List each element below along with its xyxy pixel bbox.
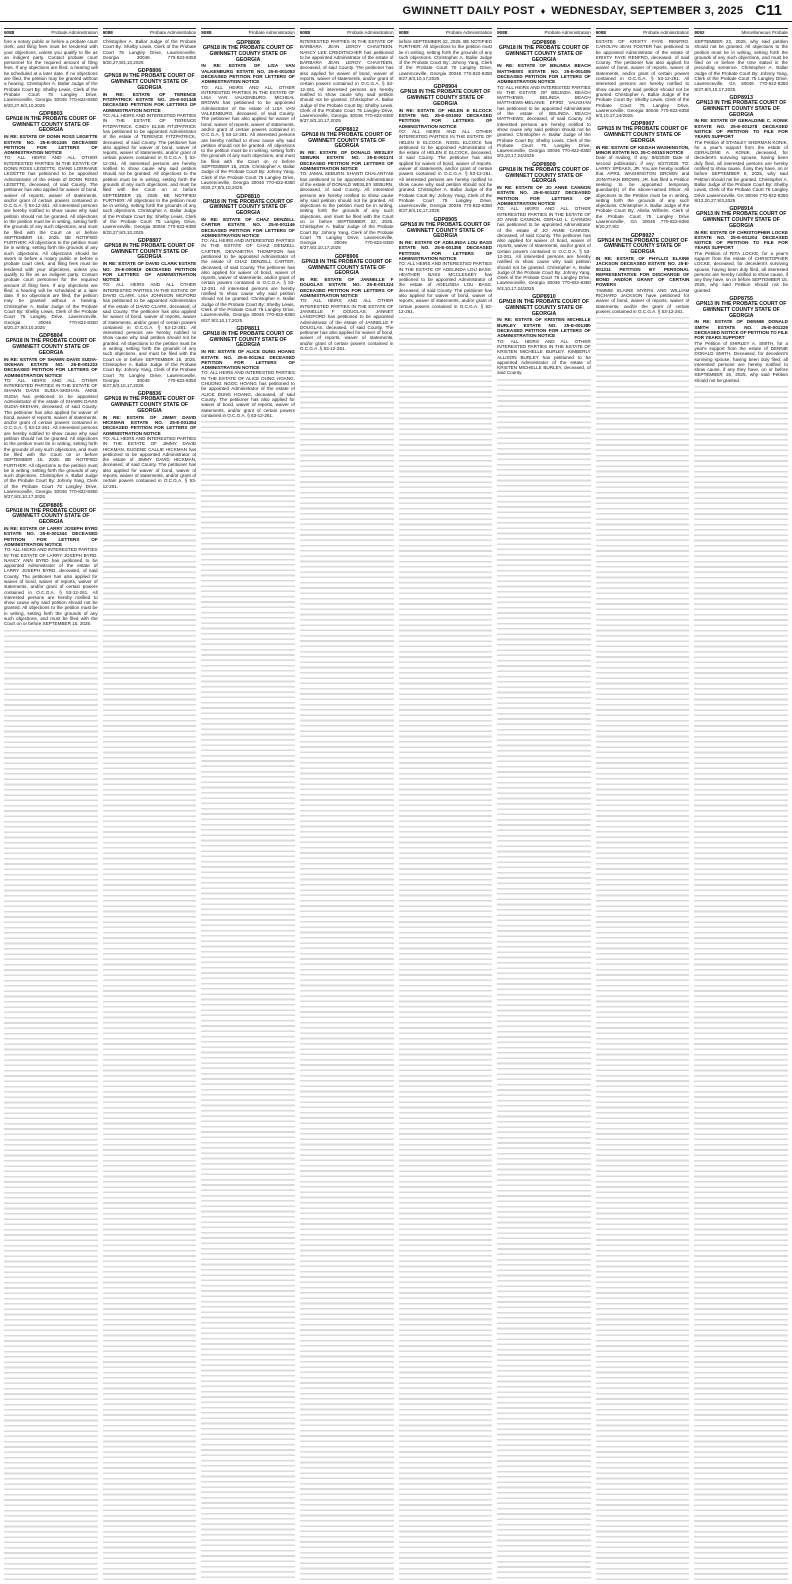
legal-notice	[201, 40, 295, 191]
section-code: 9088	[595, 29, 606, 35]
legal-notice	[694, 206, 788, 293]
legal-notice	[103, 391, 197, 489]
notice-body: TAMMIE ELAINE MYERS AND WILLIAM RICHARD JACKSON have petitioned for waiver of bond, waiver of reports, waiver of statements, and/or the grant of certain powers contained in O.C.G.A. § 53-12-261.	[595, 287, 690, 314]
legal-notice	[103, 68, 197, 234]
court-heading: GPN18 IN THE PROBATE COURT OF GWINNETT COUNTY STATE OF GEORGIA	[202, 330, 294, 349]
continued-text-filler	[201, 421, 295, 1580]
diamond-separator-icon: ♦	[540, 5, 546, 16]
legal-notice	[497, 40, 591, 159]
court-heading: GPN18 IN THE PROBATE COURT OF GWINNETT COUNTY STATE OF GEORGIA	[5, 115, 97, 134]
legal-notice	[399, 39, 493, 81]
column-section-header	[497, 28, 591, 37]
notice-column	[399, 28, 493, 1580]
section-category: Probate Administration	[445, 29, 493, 35]
notice-id: GDP8836	[137, 391, 162, 398]
notice-body: INTERESTED PARTIES IN THE ESTATE OF BARBARA JEAN LEROY CHASTEEN. NANCY LEE CREDITSCHER has petitioned to be appointed Administrator of the estate of BARBARA JEAN LEROY CHASTEEN, deceased, of said County. The petitioner has also applied for waiver of bond, waiver of reports, waiver of statements, and/or grant of certain powers contained in O.C.G.A. § 53-12-261. All interested persons are hereby notified to show cause why said petition should not be granted. Christopher A. Ballar Judge of the Probate Court By: Shelby Lewis, Clerk of the Probate Court 75 Langley Drive, Lawrenceville, Georgia 30046 770-822-8350 8/27,9/3,10,17,2025	[299, 39, 394, 124]
notice-body: TO: ALL HEIRS AND INTERESTED PARTIES IN THE ESTATE OF CHAZ DENZELL CARTER. DEVANETRA THOMPSON has petitioned to be appointed Administrator of the estate of CHAZ DENZELL CARTER, deceased, of said County. The petitioner has also applied for waiver of bond, waiver of reports, waiver of statements, and/or grant of certain powers contained in O.C.G.A. § 53-12-261. All interested persons are hereby notified to show cause why said petition should not be granted. Christopher A. Ballar Judge of the Probate Court By: Shelby Lewis, Clerk of the Probate Court 75 Langley Drive, Lawrenceville, Georgia 30046 770-822-8350 8/27,9/3,10,17,2025	[201, 238, 295, 323]
section-category: Probate Administration	[347, 29, 394, 35]
estate-caption: IN RE: ESTATE OF JO ANNE CANNON ESTATE NO. 25-E-001227 DECEASED PETITION FOR LETTERS OF ADMINISTRATION NOTICE	[497, 185, 591, 207]
continued-text-filler	[103, 492, 197, 1580]
notice-column	[596, 28, 690, 1580]
legal-notice	[300, 39, 394, 124]
issue-date: WEDNESDAY, SEPTEMBER 3, 2025	[551, 4, 744, 17]
notice-id: GDP8927	[630, 232, 655, 239]
notice-body: The Petition of SHIRLEY A. SMITH, for a year's support from the estate of DENNIE DONALD SMITH, Deceased, for decedent's surviving spouse, having been duly filed, all interested persons are hereby notified to show cause, if any they have, on or before SEPTEMBER 15, 2025, why said Petition should not be granted.	[694, 340, 788, 383]
court-heading: GPN14 IN THE PROBATE COURT OF GWINNETT COUNTY STATE OF GEORGIA	[597, 237, 688, 256]
notice-body: The Petition of RITA LOCKE, for a year's support from the estate of CHRISTOPHER LOCKE, deceased, for decedent's surviving spouse, having been duly filed, all interested persons are hereby notified to show cause, if any they have, on or before SEPTEMBER 15, 2025, why said Petition should not be granted.	[694, 250, 788, 293]
notice-body: TO: ALL HEIRS AND ALL OTHER INTERESTED PARTIES IN THE ESTATE OF DAVID CLARK. LISA JOHNSON MCFORD has petitioned to be appointed Administrator of the estate of DAVID CLARK, deceased, of said County. The petitioner has also applied for waiver of bond, waiver of reports, waiver of statements, and/or grant of certain powers contained in O.C.G.A. § 53-12-261. All interested persons are hereby notified to show cause why said petition should not be granted. All objections to the petition must be in writing, setting forth the grounds of any such objections, and must be filed with the Court on or before SEPTEMBER 15, 2025. Christopher A. Ballar Judge of the Probate Court By: Johnny Yang, Clerk of the Probate Court 75 Langley Drive, Lawrenceville, Georgia 30046 770-822-8350 8/27,9/3,10,17,2025	[102, 282, 197, 389]
section-category: Probate Administration	[248, 29, 295, 35]
court-heading: GPN13 IN THE PROBATE COURT OF GWINNETT COUNTY STATE OF GEORGIA	[695, 301, 787, 319]
section-code: 9088	[398, 29, 409, 35]
estate-caption: IN RE: ESTATE OF HELEN E ELCOCK ESTATE NO. 25-E-001092 DECEASED PETITION FOR LETTERS OF ADMINISTRATION NOTICE	[398, 107, 493, 129]
notice-body: TO: ALL HEIRS AND INTERESTED PARTIES IN THE ESTATE OF TERENCE FITZPATRICK. CINDY ELSIE FITZPATRICK has petitioned to be appointed Administrator of the estate of TERENCE FITZPATRICK, deceased, of said County. The petitioner has also applied for waiver of bond, waiver of reports, waiver of statements, and/or grant of certain powers contained in O.C.G.A. § 53-12-261. All interested persons are hereby notified to show cause why said petition should not be granted. All objections to the petition must be in writing, setting forth the grounds of any such objections, and must be filed with the Court on or before SEPTEMBER 15, 2025. BE NOTIFIED FURTHER: All objections to the petition must be in writing, setting forth the grounds of any such objections. Christopher A. Ballar Judge of the Probate Court By: Shelby Lewis, Clerk of the Probate Court 75 Langley Drive, Lawrenceville, Georgia 30046 770-822-8350 8/20,27,9/3,10,2025	[102, 113, 197, 235]
legal-notice	[399, 84, 493, 213]
notice-id: GDP8910	[532, 294, 556, 301]
notice-id: GDP8905	[433, 216, 458, 223]
notice-body: TO: ALL HEIRS AND INTERESTED PARTIES IN THE ESTATE OF ADELINDA LOU BASS. HEATHER BASS MCCLESKEY has petitioned to be appointed Administrator of the estate of ADELINDA LOU BASS, deceased, of said County. The petitioner has also applied for waiver of bond, waiver of reports, waiver of statements, and/or grant of certain powers contained in O.C.G.A. § 53-12-261.	[398, 261, 493, 314]
notice-body: TO: ALL HEIRS AND ALL OTHER INTERESTED PARTIES IN THE ESTATE OF SHAWN DAVIS SUDIA-SKEHAN. ANNE SUDIA has petitioned to be appointed Administrator of the estate of SHAWN DAVIS SUDIA-SKEHAN, deceased, of said County. The petitioner has also applied for waiver of bond, waiver of reports, waiver of statements, and/or grant of certain powers contained in O.C.G.A. § 53-12-261. All interested persons are hereby notified to show cause why said petition should not be granted. All objections to the petition must be in writing, setting forth the grounds of any such objections, and must be filed with the Court on or before SEPTEMBER 15, 2025. BE NOTIFIED FURTHER: All objections to the petition must be in writing, setting forth the grounds of any such objections. Christopher A. Ballar Judge of the Probate Court By: Johnny Yang, Clerk of the Probate Court 75 Langley Drive, Lawrenceville, Georgia 30046 770-822-8350 8/27,9/3,10,17,2025	[4, 377, 98, 500]
court-heading: GPN18 IN THE PROBATE COURT OF GWINNETT COUNTY STATE OF GEORGIA	[301, 258, 392, 277]
legal-notice	[4, 39, 98, 108]
estate-caption: IN RE: ESTATE OF LISA VAN VALKENBURG ESTATE NO. 25-E-001053 DECEASED PETITION FOR LETTERS OF ADMINISTRATION NOTICE	[201, 63, 295, 85]
court-heading: GPN18 IN THE PROBATE COURT OF GWINNETT COUNTY STATE OF GEORGIA	[400, 221, 491, 240]
court-heading: GPN18 IN THE PROBATE COURT OF GWINNETT COUNTY STATE OF GEORGIA	[5, 338, 97, 356]
notice-column	[694, 28, 788, 1580]
legal-notice	[596, 121, 690, 229]
estate-caption: IN RE: ESTATE OF JANNELLE F DOUGLAS ESTATE NO. 25-E-001324 DECEASED PETITION FOR LETTERS OF ADMINISTRATION NOTICE	[299, 277, 394, 299]
court-heading: GPN18 IN THE PROBATE COURT OF GWINNETT COUNTY STATE OF GEORGIA	[498, 45, 590, 63]
notice-id: GDP8907	[630, 121, 655, 128]
continued-text-filler	[300, 354, 394, 1580]
section-category: Probate Administration	[544, 29, 591, 35]
notice-column	[201, 28, 295, 1580]
legal-notice	[4, 333, 98, 499]
notice-id: GDP8904	[433, 84, 458, 91]
notice-body: SEPTEMBER 22, 2025, why said petition should not be granted. All objections to the petition must be in writing, setting forth the grounds of any such objections, and must be filed on or before the time stated in the preceding sentence. Christopher A. Ballar Judge of the Probate Court By: Johnny Yang, Clerk of the Probate Court 75 Langley Drive, Lawrenceville, GA 30046 770-822-8350 8/27,9/3,10,17,2025	[694, 39, 788, 92]
section-category: Probate Administration	[643, 29, 690, 35]
legal-notice-columns	[4, 28, 788, 1580]
notice-id: GDP8812	[334, 126, 359, 133]
estate-caption: IN RE: ESTATE OF DONALD WESLEY SEBURN ESTATE NO. 25-E-001174 DECEASED PETITION FOR LETTERS OF ADMINISTRATION NOTICE	[299, 150, 394, 172]
notice-id: GDP8808	[236, 40, 260, 46]
legal-notice	[497, 162, 591, 291]
continued-text-filler	[596, 317, 690, 1580]
notice-body: TO: ALL HEIRS AND INTERESTED PARTIES IN THE ESTATE OF JIMMY DAVID HICKMAN. EUGENE CALLIE HICKMAN has petitioned to be appointed Administrator of the estate of JIMMY DAVID HICKMAN, deceased, of said County. The petitioner has also applied for waiver of bond, waiver of reports, waiver of statements, and/or grant of certain powers contained in O.C.G.A. § 53-12-261.	[102, 435, 197, 489]
notice-body: TO: ALL HEIRS AND ALL OTHER INTERESTED PARTIES IN THE ESTATE OF JANNELLE F DOUGLAS. JANNET LANGFORD has petitioned to be appointed Administrator of the estate of JANNELLE F DOUGLAS, deceased, of said County. The petitioner has also applied for waiver of bond, waiver of reports, waiver of statements, and/or grant of certain powers contained in O.C.G.A. § 53-12-261.	[299, 298, 394, 352]
section-category: Probate Administration	[150, 29, 197, 35]
notice-id: GDP8909	[532, 161, 556, 168]
notice-column	[497, 28, 591, 1580]
continued-text-filler	[497, 379, 591, 1580]
court-heading: GPN18 IN THE PROBATE COURT OF GWINNETT COUNTY STATE OF GEORGIA	[400, 89, 491, 107]
notice-body: Date of mailing, if any: 8/6/2025 Date of second publication, if any: 8/27/2025 TO: LARRY SPEAKS, JR. You are hereby notified that APRIL WASHINGTON BROWN and JONATHAN BROWN, JR. has filed a Petition seeking to be appointed temporary guardian(s) of the above-named Minor. All objections to the Petition must be in writing, setting forth the grounds of any such objections. Christopher A. Ballar Judge of the Probate Court By: Alisha Wilhelm, Clerk of the Probate Court 75 Langley Drive Lawrenceville, GA 30046 770-822-8350 8/20,27,9/3	[595, 155, 690, 230]
notice-id: GDP8805	[38, 502, 63, 509]
notice-body: before SEPTEMBER 22, 2025. BE NOTIFIED FURTHER: All objections to the petition must be in writing, setting forth the grounds of any such objections. Christopher A. Ballar Judge of the Probate Court By: Johnny Yang, Clerk of the Probate Court 75 Langley Drive, Lawrenceville, Georgia 30046 770-822-8350 8/27,9/3,10,17,2025	[398, 39, 493, 82]
court-heading: GPN18 IN THE PROBATE COURT OF GWINNETT COUNTY STATE OF GEORGIA	[104, 242, 195, 261]
notice-id: GDP8914	[729, 206, 754, 213]
notice-body: TO: ALL HEIRS AND ALL OTHER INTERESTED PARTIES IN THE ESTATE OF JO ANNE CANNON. GERALD L. CANNON has petitioned to be appointed Administrator of the estate of JO ANNE CANNON, deceased, of said County. The petitioner has also applied for waiver of bond, waiver of reports, waiver of statements, and/or grant of certain powers contained in O.C.G.A. § 53-12-261. All interested persons are hereby notified to show cause why said petition should not be granted. Christopher A. Ballar Judge of the Probate Court By: Johnny Yang, Clerk of the Probate Court 75 Langley Drive, Lawrenceville, Georgia 30046 770-822-8350 9/3,10,17,24/2025	[497, 206, 591, 291]
court-heading: GPN18 IN THE PROBATE COURT OF GWINNETT COUNTY STATE OF GEORGIA	[104, 396, 195, 414]
legal-notice	[4, 111, 98, 330]
legal-notice	[596, 39, 690, 118]
court-heading: GPN18 IN THE PROBATE COURT OF GWINNETT COUNTY STATE OF GEORGIA	[202, 45, 294, 63]
legal-notice	[300, 254, 394, 352]
notice-body: TO: JAMAL SEBURN. SHANTI CHALANTANI has petitioned to be appointed Administrator of the estate of DONALD WESLEY SEBURN, deceased, of said County. All interested persons are hereby notified to show cause why said petition should not be granted. All objections to the petition must be in writing, setting forth the grounds of any such objections, and must be filed with the Court on or before SEPTEMBER 22, 2025. Christopher A. Ballar Judge of the Probate Court By: Johnny Yang, Clerk of the Probate Court 75 Langley Drive, Lawrenceville, Georgia 30046 770-822-8350 8/27,9/3,10,17,2025	[299, 171, 394, 251]
estate-caption: IN RE: ESTATE OF DAVID CLARK ESTATE NO. 25-E-000919 DECEASED PETITION FOR LETTERS OF ADMINISTRATION NOTICE	[102, 261, 197, 283]
estate-caption: IN RE: ESTATE OF DENNIE DONALD SMITH ESTATE NO. 25-E-001229 DECEASED NOTICE OF PETITION TO FILE FOR YEARS SUPPORT	[694, 319, 788, 341]
notice-body: TO: ALL HEIRS AND ALL OTHER INTERESTED PARTIES IN THE ESTATE OF DONN ROSS LEGETTE. DIANE LORRAINE LEGETTE has petitioned to be appointed Administrator of the estate of DONN ROSS LEGETTE, deceased, of said County. The petitioner has also applied for waiver of bond, waiver of reports, waiver of statements, and/or grant of certain powers contained in O.C.G.A. § 53-12-261. All interested persons are hereby notified to show cause why said petition should not be granted. All objections to the petition must be in writing, setting forth the grounds of any such objections, and must be filed with the Court on or before SEPTEMBER 15, 2025. BE NOTIFIED FURTHER: All objections to the petition must be in writing, setting forth the grounds of any such objections. All objections should be sworn to before a notary public or before a probate court clerk, and filing fees must be tendered with your objections, unless you qualify to file as an indigent party. Contact probate court personnel for the required amount of filing fees. If any objections are filed, a hearing will be scheduled at a later date. If no objections are filed, the petition may be granted without a hearing. Christopher A. Ballar Judge of the Probate Court By: Shelby Lewis, Clerk of the Probate Court 75 Langley Drive, Lawrenceville, Georgia 30046 770-822-8350 8/20,27,9/3,10,2025	[4, 155, 98, 330]
notice-column	[4, 28, 98, 1580]
court-heading: GPN18 IN THE PROBATE COURT OF GWINNETT COUNTY STATE OF GEORGIA	[202, 198, 294, 217]
notice-id: GDP8804	[38, 333, 63, 340]
legal-notice	[497, 294, 591, 376]
column-section-header	[103, 28, 197, 37]
notice-body: The Petition of STANLEY SHERMAN KONIK, for a year's support from the estate of GERALDINE A. KONIK, deceased, for decedent's surviving spouse, having been duly filed, all interested persons are hereby notified to show cause, if any they have, on or before SEPTEMBER 8, 2025, why said Petition should not be granted. Christopher A. Ballar Judge of the Probate Court By: Shelby Lewis, Clerk of the Probate Court 75 Langley Drive Lawrenceville, GA 30046 770-822-8350 8/13,20,27,9/3,2025	[694, 139, 788, 203]
estate-caption: IN RE: ESTATE OF KRISTEN MICHELLE BURLEY ESTATE NO. 25-E-001380 DECEASED PETITION FOR LETTERS OF ADMINISTRATION NOTICE	[497, 317, 591, 339]
estate-caption: IN RE: ESTATE OF LARRY JOSEPH BYRD ESTATE NO. 25-E-001344 DECEASED PETITION FOR LETTERS OF ADMINISTRATION NOTICE	[4, 526, 98, 547]
section-code: 9088	[299, 29, 311, 35]
section-category: Miscellaneous Probate	[741, 29, 788, 35]
court-heading: GPN13 IN THE PROBATE COURT OF GWINNETT COUNTY STATE OF GEORGIA	[695, 211, 787, 229]
legal-notice	[201, 194, 295, 323]
notice-body: Christopher A. Ballar Judge of the Probate Court By: Shelby Lewis, Clerk of the Probate Court 75 Langley Drive, Lawrenceville, Georgia 30046 770-822-8350 8/20,27,9/3,10,2025	[102, 39, 197, 66]
notice-id: GDP8803	[38, 110, 63, 117]
notice-body: TO: ALL HEIRS AND ALL OTHER INTERESTED PARTIES IN THE ESTATE OF HELEN E ELCOCK. NIGEL ELCOCK has petitioned to be appointed Administrator of the estate of HELEN E ELCOCK, deceased, of said County. The petitioner has also applied for waiver of bond, waiver of reports, waiver of statements, and/or grant of certain powers contained in O.C.G.A. § 53-12-261. All interested persons are hereby notified to show cause why said petition should not be granted. Christopher A. Ballar Judge of the Probate Court By: Johnny Yang, Clerk of the Probate Court 75 Langley Drive, Lawrenceville, Georgia 30046 770-822-8350 8/27,9/3,10,17,2025	[398, 128, 493, 214]
estate-caption: IN RE: ESTATE OF GERALDINE C. KONIK ESTATE NO. 25-E-001278 DECEASED NOTICE OF PETITION TO FILE FOR YEARS SUPPORT	[694, 118, 788, 140]
notice-id: GDP8811	[236, 325, 260, 332]
court-heading: GPN18 IN THE PROBATE COURT OF GWINNETT COUNTY STATE OF GEORGIA	[104, 73, 195, 92]
section-code: 9092	[694, 29, 705, 35]
estate-caption: IN RE: ESTATE OF DONN ROSS LEGETTE ESTATE NO. 25-E-001345 DECEASED PETITION FOR LETTERS OF ADMINISTRATION NOTICE	[4, 134, 98, 156]
section-code: 9088	[201, 29, 212, 35]
legal-notice	[694, 95, 788, 203]
legal-notice	[300, 127, 394, 251]
notice-column	[300, 28, 394, 1580]
section-code: 9088	[497, 29, 508, 35]
masthead	[0, 0, 792, 22]
notice-body: TO: ALL HEIRS AND INTERESTED PARTIES IN THE ESTATE OF BELINDA BEACH MATTHEWS. BELINDA BEACH MATTHEWS-MELANIE EFIRD VAUGHAN has petitioned to be appointed Administrator of the estate of BELINDA BEACH MATTHEWS, deceased, of said County. All interested persons are hereby notified to show cause why said petition should not be granted. Christopher A. Ballar Judge of the Probate Court By: Shelby Lewis, Clerk of the Probate Court 75 Langley Drive, Lawrenceville, Georgia 30046 770-822-8350 9/3,10,17,24/2025	[497, 84, 591, 159]
notice-body: ESTATE OF KRISTY FAYE RENFRO. CAROLYN JEAN FOSTER has petitioned to be appointed Administrator of the estate of KRISTY FAYE RENFRO, deceased, of said County. The petitioner has also applied for waiver of bond, waiver of reports, waiver of statements, and/or grant of certain powers contained in O.C.G.A. § 53-12-261. All interested persons are hereby notified to show cause why said petition should not be granted. Christopher A. Ballar Judge of the Probate Court By: Shelby Lewis, Clerk of the Probate Court 75 Langley Drive, Lawrenceville, Georgia 30046 770-822-8350 9/3,10,17,24/2025	[595, 39, 690, 119]
notice-id: GDP8807	[137, 237, 162, 244]
court-heading: GPN18 IN THE PROBATE COURT OF GWINNETT COUNTY STATE OF GEORGIA	[5, 507, 97, 526]
section-code: 9088	[4, 29, 15, 35]
legal-notice	[201, 326, 295, 418]
legal-notice	[103, 39, 197, 65]
continued-text-filler	[4, 630, 98, 1580]
notice-body: TO: ALL HEIRS AND INTERESTED PARTIES IN THE ESTATE OF ALICE DUNG HOANG. CHUONG NGOC HOANG has petitioned to be appointed Administrator of the estate of ALICE DUNG HOANG, deceased, of said County. The petitioner has also applied for waiver of bond, waiver of reports, waiver of statements, and/or grant of certain powers contained in O.C.G.A. § 53-12-261.	[201, 370, 295, 418]
estate-caption: IN RE: ESTATE OF ADELINDA LOU BASS ESTATE NO. 25-E-001358 DECEASED PETITION FOR LETTERS OF ADMINISTRATION NOTICE	[398, 240, 493, 261]
column-section-header	[201, 28, 295, 37]
column-section-header	[399, 28, 493, 37]
notice-body: TO: ALL HEIRS AND ALL OTHER INTERESTED PARTIES IN THE ESTATE OF LISA VAN VALKENBURG. MICHEAL BROWN has petitioned to be appointed Administrator of the estate of LISA VAN VALKENBURG, deceased, of said County. The petitioner has also applied for waiver of bond, waiver of reports, waiver of statements, and/or grant of certain powers contained in O.C.G.A. § 53-12-261. All interested persons are hereby notified to show cause why said petition should not be granted. All objections to the petition must be in writing, setting forth the grounds of any such objections, and must be filed with the Court on or before SEPTEMBER 15, 2025. Christopher A. Ballar Judge of the Probate Court By: Johnny Yang, Clerk of the Probate Court 75 Langley Drive, Lawrenceville, Georgia 30046 770-822-8350 8/20,27,9/3,10,2025	[201, 84, 295, 191]
legal-notice	[399, 217, 493, 315]
notice-body: fore a notary public or before a probate court clerk, and filing fees must be tendered with your objections, unless you qualify to file as an indigent party. Contact probate court personnel for the required amount of filing fees. If any objections are filed, a hearing will be scheduled at a later date. If no objections are filed, the petition may be granted without a hearing. Christopher A. Ballar Judge of the Probate Court By: Shelby Lewis, Clerk of the Probate Court 75 Langley Drive, Lawrenceville, Georgia 30046 770-822-8350 8/20,27,9/3,10,2025	[4, 39, 98, 108]
continued-text-filler	[399, 317, 493, 1580]
estate-caption: IN RE: ESTATE OF JIMMY DAVID HICKMAN ESTATE NO. 25-E-001354 DECEASED PETITION FOR LETTERS OF ADMINISTRATION NOTICE	[102, 414, 197, 436]
notice-id: GDP8913	[729, 94, 754, 101]
notice-column	[103, 28, 197, 1580]
legal-notice	[596, 233, 690, 315]
section-code: 9088	[102, 29, 113, 35]
court-heading: GPN13 IN THE PROBATE COURT OF GWINNETT COUNTY STATE OF GEORGIA	[695, 99, 787, 118]
notice-id: GDP8906	[334, 253, 359, 260]
page-number: C11	[755, 2, 782, 19]
notice-id: GDP8810	[236, 193, 260, 200]
legal-notice	[694, 39, 788, 92]
notice-body: TO: ALL HEIRS AND INTERESTED PARTIES IN THE ESTATE OF LARRY JOSEPH BYRD. NANCY ANN BYRD has petitioned to be appointed Administrator of the estate of LARRY JOSEPH BYRD, deceased, of said County. The petitioner has also applied for waiver of bond, waiver of reports, waiver of statements, and/or grant of certain powers contained in O.C.G.A. § 53-12-261. All interested persons are hereby notified to show cause why said petition should not be granted. All objections to the petition must be in writing, setting forth the grounds of any such objections, and must be filed with the Court on or before SEPTEMBER 15, 2025.	[4, 547, 98, 627]
column-section-header	[300, 28, 394, 37]
notice-id: GDP8806	[137, 68, 162, 75]
column-section-header	[4, 28, 98, 37]
continued-text-filler	[694, 386, 788, 1580]
court-heading: GPN18 IN THE PROBATE COURT OF GWINNETT COUNTY STATE OF GEORGIA	[498, 166, 590, 185]
legal-notice	[4, 503, 98, 627]
estate-caption: IN RE: ESTATE OF BELINDA BEACH MATTHEWS ESTATE NO. 25-E-001405 DECEASED PETITION FOR LETTERS OF ADMINISTRATION NOTICE	[497, 63, 591, 85]
estate-caption: IN RE: ESTATE OF CHAZ DENZELL CARTER ESTATE NO. 25-E-001146 DECEASED PETITION FOR LETTERS OF ADMINISTRATION NOTICE	[201, 216, 295, 238]
column-section-header	[694, 28, 788, 37]
estate-caption: IN RE: ESTATE OF SHAWN DAVIS SUDIA-SKEHAN ESTATE NO. 25-E-001223 DECEASED PETITION FOR LETTERS OF ADMINISTRATION NOTICE	[4, 356, 98, 378]
legal-notice	[103, 238, 197, 389]
estate-caption: IN RE: ESTATE OF KEZIAH WASHINGTON, MINOR ESTATE NO. 25-C-00153 NOTICE	[595, 144, 690, 156]
estate-caption: IN RE: ESTATE OF TERENCE FITZPATRICK ESTATE NO. 25-E-001348 DECEASED PETITION FOR LETTERS OF ADMINISTRATION NOTICE	[102, 91, 197, 113]
court-heading: GPN18 IN THE PROBATE COURT OF GWINNETT COUNTY STATE OF GEORGIA	[301, 131, 392, 150]
notice-id: GDP8908	[532, 40, 556, 46]
section-category: Probate Administration	[51, 29, 98, 35]
court-heading: GPN15 IN THE PROBATE COURT OF GWINNETT COUNTY STATE OF GEORGIA	[597, 126, 688, 145]
court-heading: GPN18 IN THE PROBATE COURT OF GWINNETT COUNTY STATE OF GEORGIA	[498, 299, 590, 317]
notice-body: TO: ALL HEIRS AND ALL OTHER INTERESTED PARTIES IN THE ESTATE OF KRISTEN MICHELLE BURLEY. KIMBERLY ALLISON BURLEY has petitioned to be appointed Administrator of the estate of KRISTEN MICHELLE BURLEY, deceased, of said County.	[497, 338, 591, 376]
legal-notice	[694, 296, 788, 383]
estate-caption: IN RE: ESTATE OF ALICE DUNG HOANG ESTATE NO. 25-E-001264 DECEASED PETITION FOR LETTERS OF ADMINISTRATION NOTICE	[201, 349, 295, 371]
column-section-header	[596, 28, 690, 37]
estate-caption: IN RE: ESTATE OF PHYLLIS ELAINE JACKSON DECEASED ESTATE NO. 25-E-001311 PETITION BY PERSONAL REPRESENTATIVE FOR DISCHARGE OF BOND AND/OR GRANT OF CERTAIN POWERS	[595, 255, 690, 288]
estate-caption: IN RE: ESTATE OF CHRISTOPHER LOCKE ESTATE NO. 25-E-001204 DECEASED NOTICE OF PETITION TO FILE FOR YEARS SUPPORT	[694, 229, 788, 251]
notice-id: GDP8755	[729, 296, 754, 303]
newspaper-name: GWINNETT DAILY POST	[402, 4, 535, 17]
